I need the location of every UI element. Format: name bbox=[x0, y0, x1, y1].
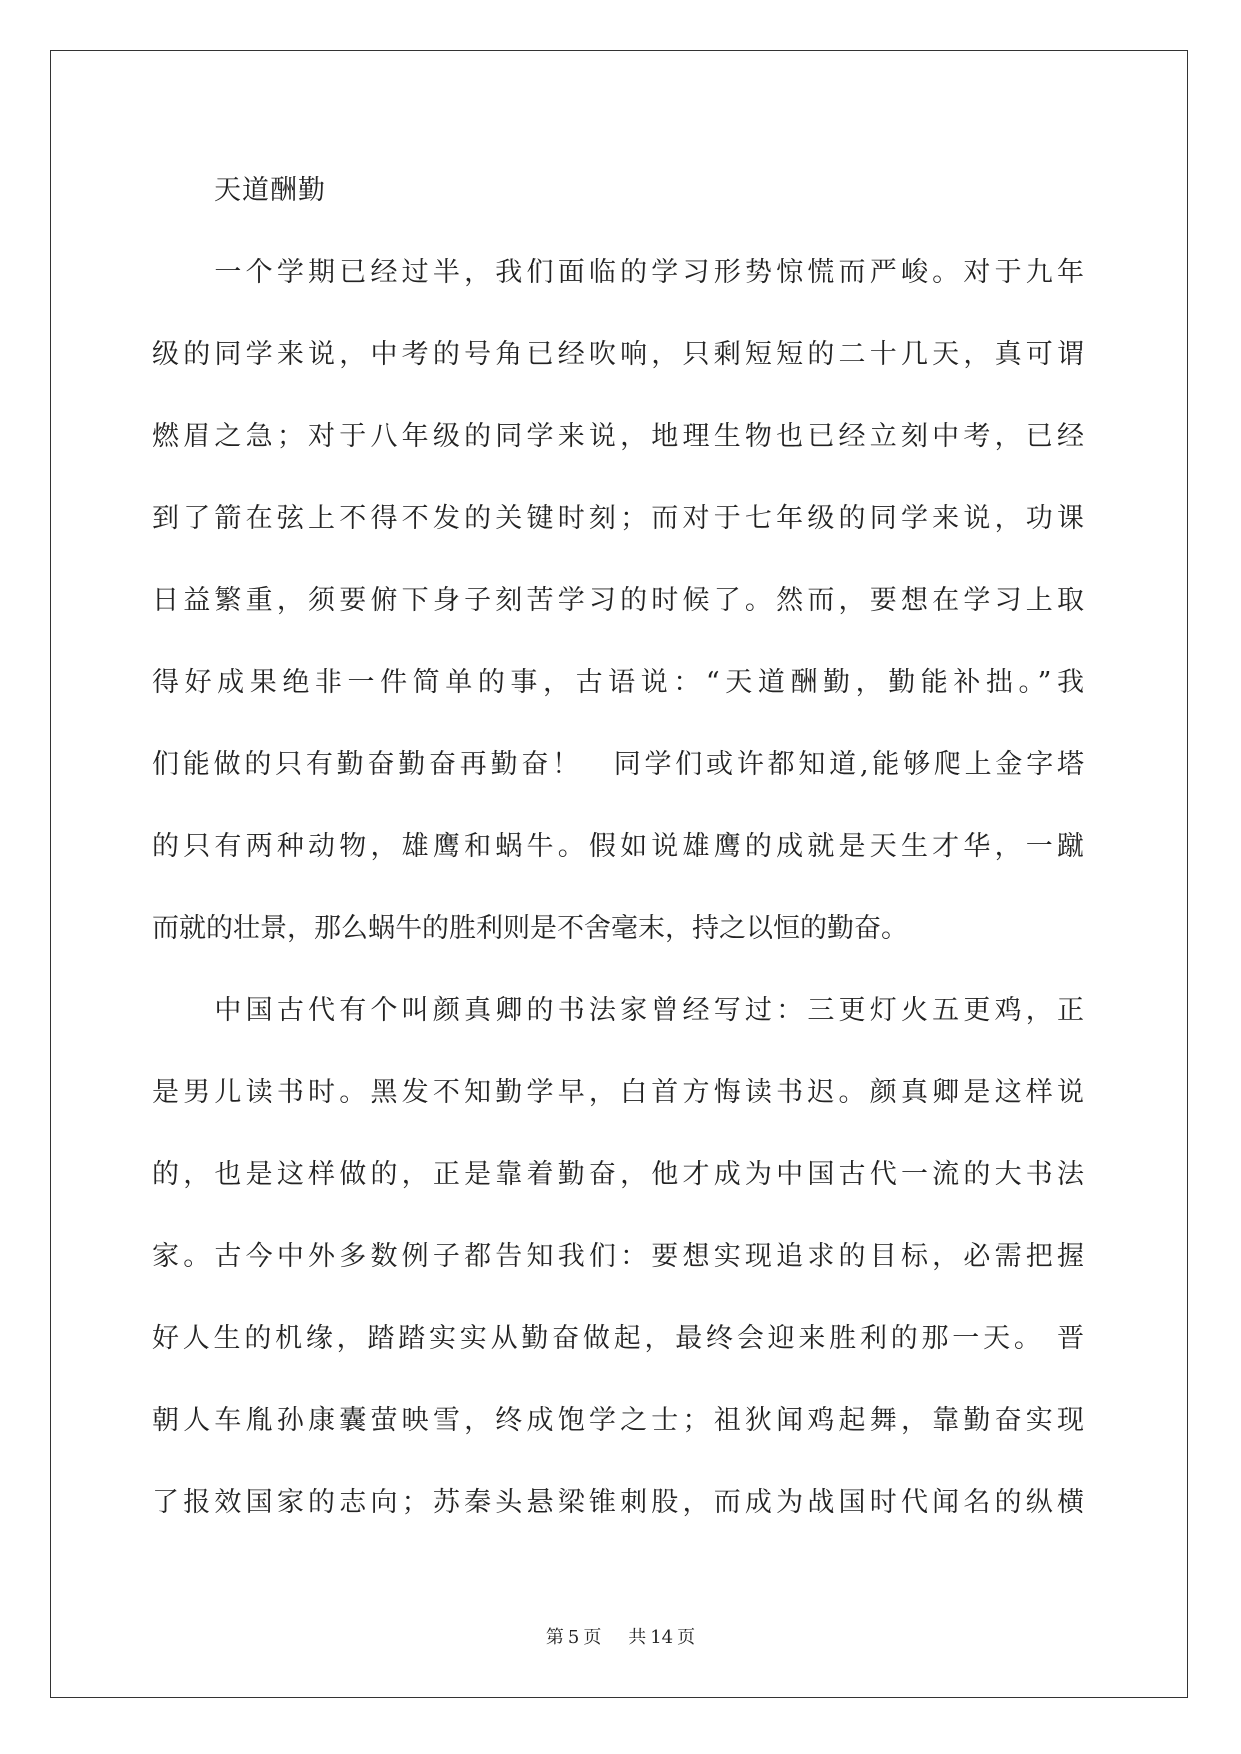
total-suffix: 页 bbox=[677, 1627, 696, 1648]
document-title: 天道酬勤 bbox=[214, 175, 326, 206]
page-footer bbox=[0, 1626, 1241, 1650]
total-prefix: 共 bbox=[628, 1627, 647, 1648]
text-line: 的，也是这样做的，正是靠着勤奋，他才成为中国古代一流的大书法 bbox=[152, 1159, 1084, 1190]
text-line: 的只有两种动物，雄鹰和蜗牛。假如说雄鹰的成就是天生才华，一蹴 bbox=[152, 831, 1084, 862]
text-line: 级的同学来说，中考的号角已经吹响，只剩短短的二十几天，真可谓 bbox=[152, 339, 1084, 370]
text-line: 到了箭在弦上不得不发的关键时刻；而对于七年级的同学来说，功课 bbox=[152, 503, 1084, 534]
text-line: 日益繁重，须要俯下身子刻苦学习的时候了。然而，要想在学习上取 bbox=[152, 585, 1084, 616]
paragraph-1 bbox=[152, 244, 1084, 982]
text-line: 朝人车胤孙康囊萤映雪，终成饱学之士；祖狄闻鸡起舞，靠勤奋实现 bbox=[152, 1405, 1084, 1436]
text-line: 了报效国家的志向；苏秦头悬梁锥刺股，而成为战国时代闻名的纵横 bbox=[152, 1487, 1084, 1518]
page-number: 5 bbox=[567, 1627, 580, 1648]
page-suffix: 页 bbox=[583, 1627, 602, 1648]
total-pages: 14 bbox=[650, 1627, 674, 1648]
text-line: 是男儿读书时。黑发不知勤学早，白首方悔读书迟。颜真卿是这样说 bbox=[152, 1077, 1084, 1108]
text-line: 中国古代有个叫颜真卿的书法家曾经写过：三更灯火五更鸡，正 bbox=[152, 995, 1084, 1026]
text-line: 家。古今中外多数例子都告知我们：要想实现追求的目标，必需把握 bbox=[152, 1241, 1084, 1272]
document-body bbox=[152, 162, 1084, 1556]
text-line: 燃眉之急；对于八年级的同学来说，地理生物也已经立刻中考，已经 bbox=[152, 421, 1084, 452]
text-line: 而就的壮景，那么蜗牛的胜利则是不舍毫末，持之以恒的勤奋。 bbox=[152, 913, 908, 944]
paragraph-2 bbox=[152, 982, 1084, 1556]
text-line: 一个学期已经过半，我们面临的学习形势惊慌而严峻。对于九年 bbox=[152, 257, 1084, 288]
page-prefix: 第 bbox=[545, 1627, 564, 1648]
text-line: 得好成果绝非一件简单的事，古语说：“天道酬勤，勤能补拙。”我 bbox=[152, 667, 1084, 698]
text-line: 们能做的只有勤奋勤奋再勤奋！ 同学们或许都知道,能够爬上金字塔 bbox=[152, 749, 1084, 780]
text-line: 好人生的机缘，踏踏实实从勤奋做起，最终会迎来胜利的那一天。 晋 bbox=[152, 1323, 1084, 1354]
